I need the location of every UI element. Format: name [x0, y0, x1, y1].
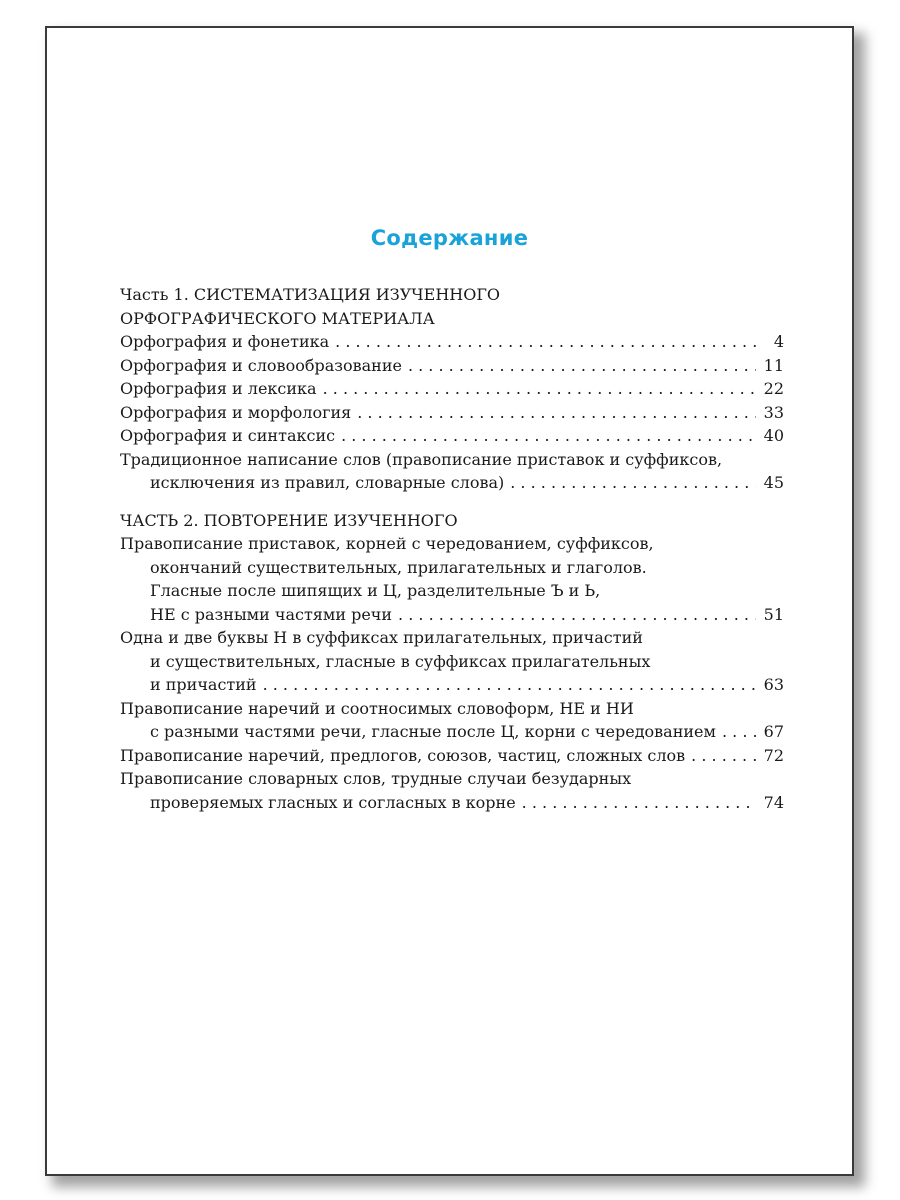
toc-page-number: 22	[763, 379, 784, 398]
dot-leader	[722, 720, 756, 744]
dot-leader	[691, 744, 756, 768]
toc-entry[interactable]	[120, 354, 784, 378]
toc-page-number: 33	[763, 402, 784, 422]
toc-entry-title-line[interactable]: Традиционное написание слов (правописание приставок и суффиксов,	[120, 449, 723, 469]
toc-entry-title: НЕ с разными частями речи	[150, 604, 393, 624]
toc-entry[interactable]	[120, 673, 784, 697]
dot-leader	[341, 424, 756, 448]
toc-page-number: 63	[763, 675, 784, 694]
toc-page-number: 74	[763, 792, 784, 812]
toc-page-number: 72	[763, 745, 784, 765]
dot-leader	[510, 471, 756, 495]
toc-page-number: 45	[763, 473, 784, 492]
toc-entry-title-line[interactable]: и существительных, гласные в суффиксах прилагательных	[150, 651, 651, 671]
toc-entry-title: Орфография и словообразование	[120, 355, 402, 375]
toc-entry[interactable]	[120, 424, 784, 448]
toc-entry-title: и причастий	[150, 675, 257, 694]
toc-entry-title: Орфография и лексика	[120, 379, 317, 398]
dot-leader	[263, 673, 756, 697]
toc-entry-title-line[interactable]: окончаний существительных, прилагательных и глаголов.	[150, 557, 647, 577]
toc-entry[interactable]	[120, 603, 784, 627]
toc-entry-title-line[interactable]: Гласные после шипящих и Ц, разделительные Ъ и Ь,	[150, 581, 601, 600]
toc-entry-title: проверяемых гласных и согласных в корне	[150, 792, 516, 812]
toc-entry[interactable]	[120, 377, 784, 401]
toc-entry-title-line[interactable]: Правописание наречий и соотносимых словоформ, НЕ и НИ	[120, 698, 634, 718]
toc-entry-title: Орфография и фонетика	[120, 332, 330, 351]
dot-leader	[323, 377, 756, 401]
toc-entry-title-line[interactable]: Одна и две буквы Н в суффиксах прилагательных, причастий	[120, 628, 643, 647]
part2-heading-line-1: ЧАСТЬ 2. ПОВТОРЕНИЕ ИЗУЧЕННОГО	[120, 510, 458, 530]
dot-leader	[357, 401, 756, 425]
dot-leader	[335, 330, 756, 354]
book-page	[45, 26, 854, 1176]
toc-page-number: 67	[763, 722, 784, 741]
table-of-contents	[120, 283, 784, 814]
toc-entry-title: с разными частями речи, гласные после Ц, корни с чередованием	[150, 722, 716, 741]
toc-page-number: 40	[763, 426, 784, 445]
toc-page-number: 4	[773, 332, 784, 351]
dot-leader	[408, 354, 756, 378]
toc-entry[interactable]	[120, 471, 784, 495]
dot-leader	[398, 603, 756, 627]
toc-entry-title: Правописание наречий, предлогов, союзов, частиц, сложных слов	[120, 745, 686, 765]
toc-entry[interactable]	[120, 401, 784, 425]
part1-heading-line-1: Часть 1. СИСТЕМАТИЗАЦИЯ ИЗУЧЕННОГО	[120, 285, 501, 304]
toc-entry[interactable]	[120, 791, 784, 815]
toc-entry[interactable]	[120, 330, 784, 354]
toc-entry-title-line[interactable]: Правописание словарных слов, трудные случаи безударных	[120, 769, 632, 788]
page-title: Содержание	[370, 226, 529, 250]
toc-page-number: 51	[763, 604, 784, 624]
toc-entry-title: исключения из правил, словарные слова)	[150, 473, 505, 492]
dot-leader	[522, 791, 756, 815]
toc-entry[interactable]	[120, 720, 784, 744]
toc-entry-title: Орфография и морфология	[120, 402, 352, 422]
toc-entry[interactable]	[120, 744, 784, 768]
toc-entry-title-line[interactable]: Правописание приставок, корней с чередованием, суффиксов,	[120, 534, 654, 553]
section-spacer	[120, 495, 784, 509]
part1-heading-line-2: ОРФОГРАФИЧЕСКОГО МАТЕРИАЛА	[120, 308, 435, 328]
toc-entry-title: Орфография и синтаксис	[120, 426, 336, 445]
toc-page-number: 11	[763, 355, 784, 375]
